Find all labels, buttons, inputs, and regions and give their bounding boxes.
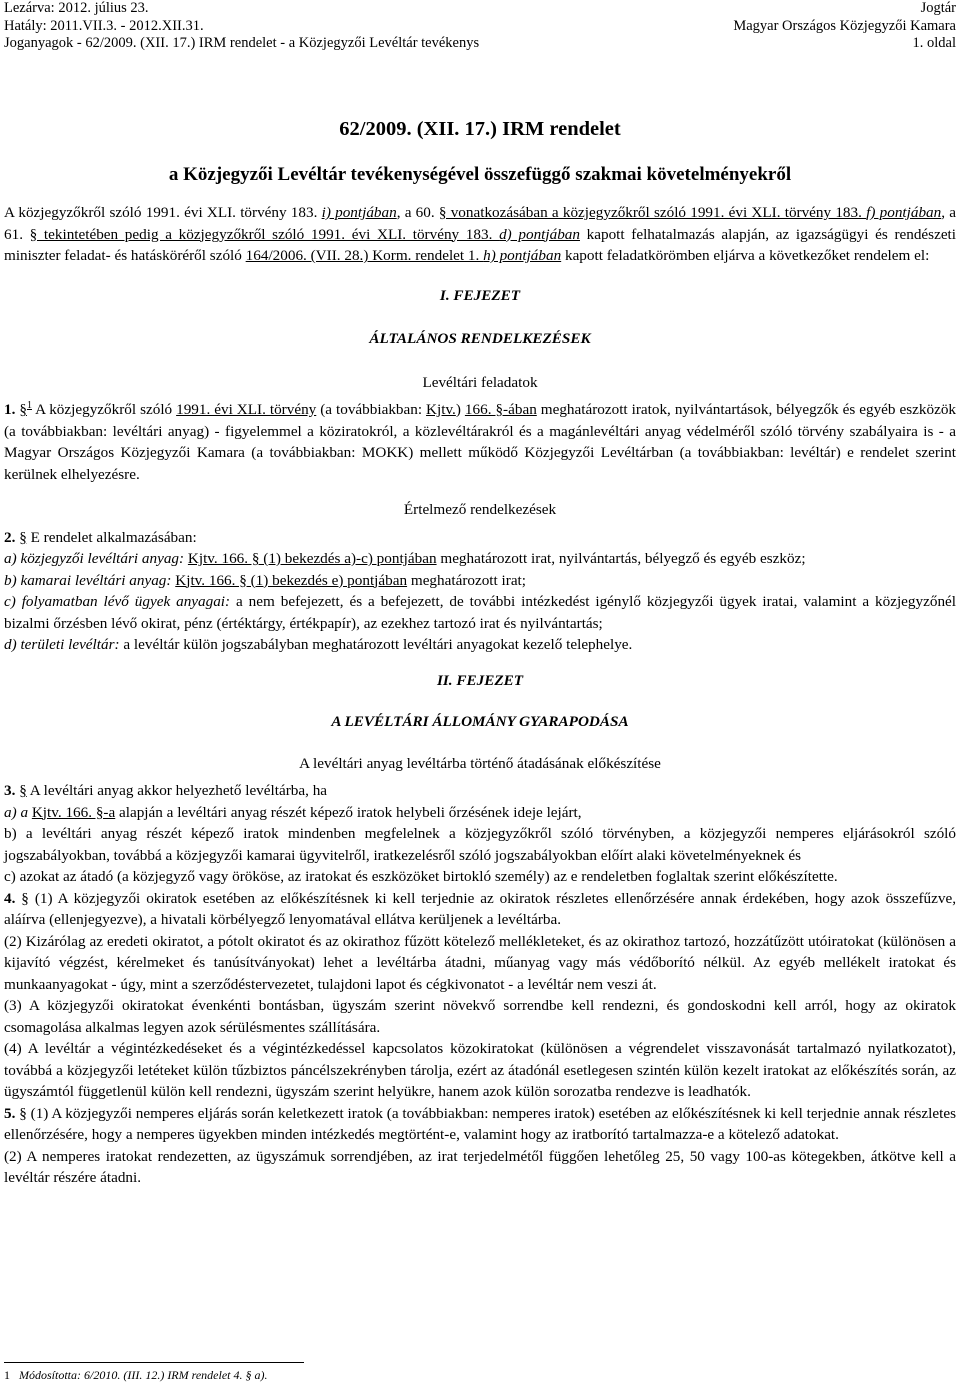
- condition-text: alapján a levéltári anyag részét képező iratok helybeli őrzésének ideje lejárt,: [115, 803, 582, 821]
- chapter-1-number-text: I. FEJEZET: [439, 286, 521, 304]
- chapter-2-number-text: II. FEJEZET: [436, 671, 524, 689]
- preamble: [4, 202, 956, 267]
- paragraph-text: E rendelet alkalmazásában:: [26, 528, 197, 546]
- paragraph-5: [4, 1103, 956, 1146]
- condition-b: b) a levéltári anyag részét képező iratok mindenben megfelelnek a közjegyzőkről szóló törvényben, a közjegyzői nemperes eljárásokról szóló jogszabályokban, továbbá a közjegyzői kamarai ügyvitelről, iratkezelésről szóló jogszabályokban előírt alaki követelményeknek és: [4, 825, 956, 864]
- definition-text: meghatározott irat, nyilvántartás, bélyegző és egyéb eszköz;: [436, 550, 806, 567]
- section-heading-atadas: A levéltári anyag levéltárba történő átadásának előkészítése: [299, 754, 661, 772]
- preamble-link[interactable]: § vonatkozásában a közjegyzőkről szóló 1991. évi XLI. törvény 183.: [438, 204, 867, 221]
- paragraph-3: [4, 780, 956, 802]
- definition-a: [4, 548, 956, 570]
- chapter-1-number: [4, 285, 956, 307]
- header-left: [4, 0, 479, 53]
- condition-a: [4, 802, 956, 824]
- section-heading-leveltari: Levéltári feladatok: [422, 373, 538, 391]
- law-link[interactable]: Kjtv.: [426, 401, 456, 418]
- preamble-text: A közjegyzőkről szóló 1991. évi XLI. törvény 183.: [4, 204, 322, 221]
- paragraph-text: A levéltári anyag akkor helyezhető levéltárba, ha: [26, 782, 328, 799]
- chapter-1-title-text: ÁLTALÁNOS RENDELKEZÉSEK: [369, 330, 591, 347]
- header-closed-date: Lezárva: 2012. július 23.: [4, 0, 149, 16]
- section-sign-link[interactable]: §: [19, 528, 27, 546]
- definition-term: a) közjegyzői levéltári anyag:: [4, 550, 185, 567]
- preamble-link[interactable]: i) pontjában: [321, 204, 397, 221]
- paragraph-text: § (1) A közjegyzői nemperes eljárás során keletkezett iratok (a továbbiakban: nemperes iratok) esetében az előkészítésnek ki kell terjednie annak részletes ellenőrzésére, hogy a nemperes ügyekben minden intézkedés megtörtént-e, valamint hogy az iratborító tartalmazza-e a kötelező adatokat.: [4, 1104, 956, 1143]
- footnote: [4, 1368, 268, 1382]
- definition-d: [4, 634, 956, 656]
- paragraph-number: 2.: [4, 528, 16, 546]
- paragraph-4-2: (2) Kizárólag az eredeti okiratot, a pótolt okiratot és az okirathoz fűzött kötelező mellékleteket, és az okirathoz tartozó, hozzátűzött utóiratokat (különösen a kijavító végzést, kérelmeket és tanúsítványokat) lehet a levéltárba átadni, műanyag vagy más védőborító nélkül. Az egyéb mellékelt iratokat és munkaanyagokat - úgy, mint a szerződéstervezetet, tulajdoni lapot és cégkivonatot - a levéltár nem veszi át.: [4, 932, 956, 993]
- paragraph-number: 5.: [4, 1104, 16, 1122]
- preamble-text: kapott feladatkörömben eljárva a következőket rendelem el:: [561, 247, 930, 264]
- condition-c: c) azokat az átadó (a közjegyző vagy örököse, az iratokat és eszközöket birtokló személy) az e rendeletben foglaltak szerint előkészítette.: [4, 868, 838, 885]
- chapter-1-title: [4, 328, 956, 350]
- paragraph-1: [4, 399, 956, 485]
- law-link[interactable]: 166. §-ában: [464, 401, 537, 418]
- law-link[interactable]: 1991. évi XLI. törvény: [176, 401, 317, 418]
- definition-text: meghatározott irat;: [407, 571, 526, 589]
- paragraph-4-4: (4) A levéltár a végintézkedéseket és a végintézkedéssel kapcsolatos közokiratokat (különösen a végrendelet visszavonását tartalmazó nyilatkozatot), továbbá a közjegyzői letéteket külön tűzbiztos páncélszekrényben tárolja, ezért az átadónál esetlegesen szintén külön kezelt iratokat az előkészítés során, az ügyszámtól függetlenül külön kell rendezni, ügyszám szerint helyükre, hanem azok külön sorozatba rendezve is leadhatók.: [4, 1040, 956, 1100]
- document-subtitle: a Közjegyzői Levéltár tevékenységével összefüggő szakmai követelményekről: [168, 164, 792, 185]
- paragraph-text: (a továbbiakban:: [316, 401, 427, 418]
- condition-label: a) a: [4, 803, 32, 821]
- header-doc-path: Joganyagok - 62/2009. (XII. 17.) IRM rendelet - a Közjegyzői Levéltár tevékenys: [4, 35, 480, 51]
- paragraph-text: ): [455, 401, 465, 418]
- preamble-text: , a 61.: [4, 204, 956, 243]
- law-link[interactable]: Kjtv. 166. §-a: [31, 803, 116, 821]
- law-link[interactable]: Kjtv. 166. § (1) bekezdés e) pontjában: [175, 571, 408, 589]
- preamble-link[interactable]: f) pontjában: [866, 204, 942, 221]
- page-header: [4, 0, 956, 54]
- paragraph-number: 3.: [4, 782, 16, 799]
- chapter-2-number: [4, 670, 956, 692]
- section-sign-link[interactable]: §: [19, 401, 27, 418]
- definition-term: d) területi levéltár:: [4, 636, 120, 653]
- definition-text: a nem befejezett, és a befejezett, de további intézkedést igénylő közjegyzői ügyek iratai, valamint a közjegyzőnél bizalmi őrzésben lévő okirat, pénz (értéktárgy, értékpapír), az ezekhez tartozó irat és nyilvántartás;: [4, 593, 956, 632]
- preamble-link[interactable]: § tekintetében pedig a közjegyzőkről szóló 1991. évi XLI. törvény 183.: [29, 225, 500, 243]
- preamble-link[interactable]: d) pontjában: [499, 225, 580, 243]
- paragraph-text: meghatározott iratok, nyilvántartások, bélyegzők és egyéb eszközök (a továbbiakban: levéltári anyag) - figyelemmel a köziratokról, a közlevéltárakról és a magánlevéltári anyag védelméről szóló törvény szabályaira is - a Magyar Országos Közjegyzői Kamara (a továbbiakban: MOKK) mellett működő Közjegyzői Levéltárban (a továbbiakban: levéltár) e rendelet szerint kerülnek elhelyezésre.: [4, 401, 957, 483]
- paragraph-5-2: (2) A nemperes iratokat rendezetten, az ügyszámuk sorrendjében, az irat terjedelmétől függően lehetőleg 25, 50 vagy 100-as kötegekben, átkötve kell a levéltár részére átadni.: [4, 1147, 956, 1186]
- paragraph-4: [4, 888, 956, 931]
- document-title: 62/2009. (XII. 17.) IRM rendelet: [339, 118, 621, 140]
- paragraph-number: 1.: [4, 401, 16, 418]
- preamble-link[interactable]: 164/2006. (VII. 28.) Korm. rendelet 1.: [245, 247, 484, 264]
- paragraph-number: 4.: [4, 889, 16, 907]
- header-publisher: Jogtár: [920, 0, 956, 16]
- chapter-2-title: [4, 711, 956, 733]
- chapter-2-title-text: A LEVÉLTÁRI ÁLLOMÁNY GYARAPODÁSA: [331, 713, 629, 730]
- header-validity: Hatály: 2011.VII.3. - 2012.XII.31.: [4, 17, 204, 34]
- paragraph-text: A közjegyzőkről szóló: [31, 401, 177, 418]
- footnote-text: Módosította: 6/2010. (III. 12.) IRM rendelet 4. § a).: [19, 1368, 268, 1382]
- section-heading-ertelmezo: Értelmező rendelkezések: [403, 501, 557, 518]
- header-page-number: 1. oldal: [912, 35, 956, 51]
- paragraph-2: [4, 527, 956, 549]
- definition-term: b) kamarai levéltári anyag:: [4, 571, 172, 589]
- definition-term: c) folyamatban lévő ügyek anyagai:: [4, 593, 231, 610]
- preamble-link[interactable]: h) pontjában: [483, 247, 562, 264]
- paragraph-text: § (1) A közjegyzői okiratok esetében az előkészítésnek ki kell terjednie az okiratok részletes ellenőrzésére annak érdekében, hogy azok összefűzve, aláírva (ellenjegyezve), a hivatali körbélyegző lenyomatával ellátva kerüljenek a levéltárba.: [4, 889, 956, 928]
- preamble-text: kapott felhatalmazás alapján, az igazságügyi és rendészeti miniszter feladat- és hatásköréről szóló: [4, 225, 956, 264]
- footnote-separator: [4, 1362, 304, 1363]
- definition-c: [4, 591, 956, 634]
- header-organization: Magyar Országos Közjegyzői Kamara: [733, 17, 956, 34]
- document-body: [4, 116, 956, 1189]
- definition-text: a levéltár külön jogszabályban meghatározott levéltári anyagokat kezelő telephelye.: [119, 636, 633, 653]
- paragraph-4-3: (3) A közjegyzői okiratokat évenkénti bontásban, ügyszám szerint növekvő sorrendbe kell rendezni, és gondoskodni kell arról, hogy az okiratok csomagolása alkalmas legyen azok sérülésmentes szállítására.: [4, 997, 956, 1036]
- header-right: [733, 0, 956, 53]
- definition-b: [4, 570, 956, 592]
- law-link[interactable]: Kjtv. 166. § (1) bekezdés a)-c) pontjában: [187, 550, 437, 567]
- section-sign-link[interactable]: §: [19, 782, 27, 799]
- footnote-number: 1: [4, 1368, 10, 1382]
- footnote-ref[interactable]: 1: [26, 399, 32, 411]
- preamble-text: , a 60.: [396, 204, 439, 221]
